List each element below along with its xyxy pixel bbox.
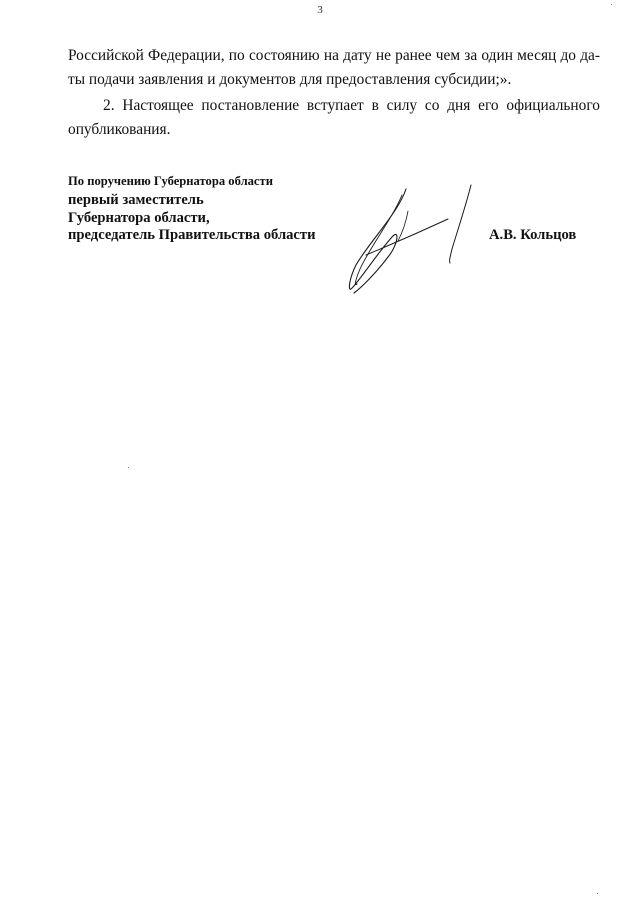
body-text-line: опубликования.	[68, 121, 171, 138]
signature-instruction: По поручению Губернатора области	[68, 174, 273, 188]
signer-position-line: председатель Правительства области	[68, 227, 316, 243]
body-text-paragraph-2: 2. Настоящее постановление вступает в силу со дня его официального	[103, 97, 600, 114]
scan-speck	[128, 467, 129, 468]
scan-speck	[611, 4, 612, 5]
handwritten-signature	[340, 183, 480, 298]
body-text-line: Российской Федерации, по состоянию на дату не ранее чем за один месяц до да-	[68, 47, 600, 64]
scan-speck	[597, 893, 598, 894]
signer-position-line: первый заместитель	[68, 192, 204, 208]
body-text-line: ты подачи заявления и документов для предоставления субсидии;».	[68, 71, 512, 88]
signer-position-line: Губернатора области,	[68, 210, 210, 226]
page-number: 3	[317, 4, 323, 16]
signer-name: А.В. Кольцов	[489, 227, 577, 243]
